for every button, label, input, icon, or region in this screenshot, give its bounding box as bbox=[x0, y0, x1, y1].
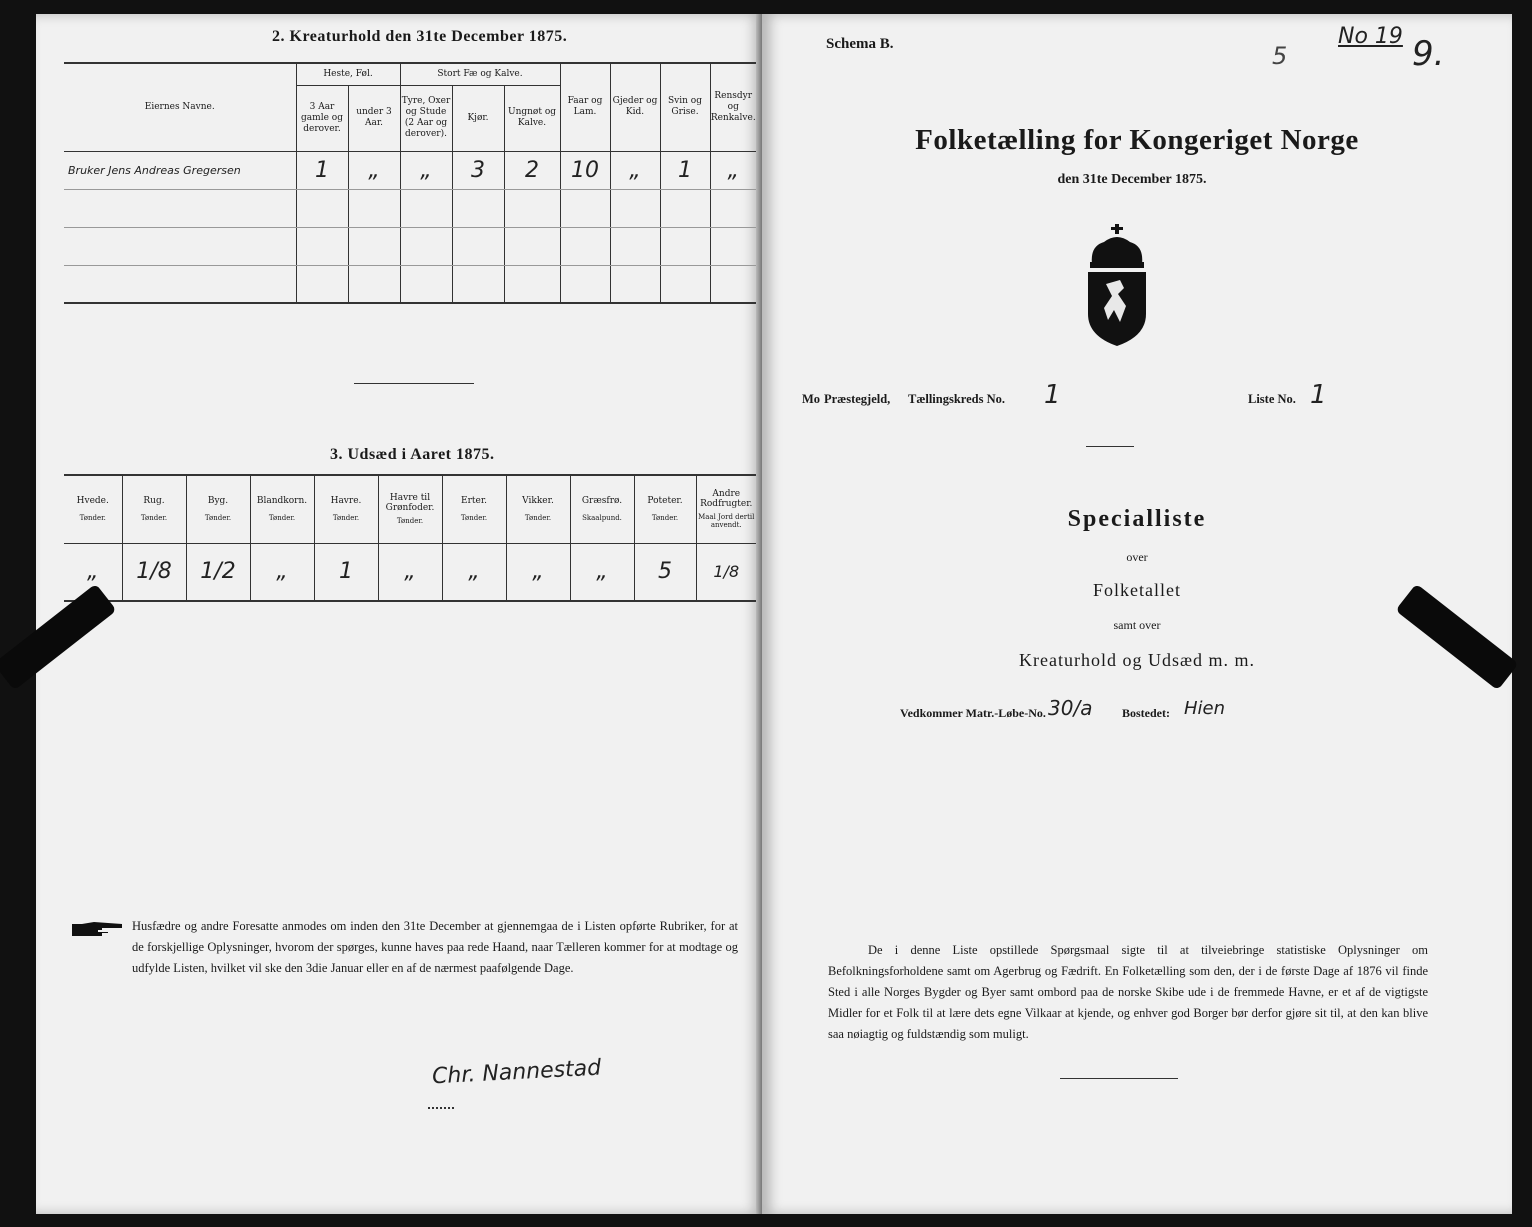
seed-cell-havre-gronfoder: „ bbox=[378, 543, 442, 601]
seed-cell-hvede: „ bbox=[64, 543, 122, 601]
seed-header-vikker: Vikker. Tønder. bbox=[506, 475, 570, 543]
signature-dots bbox=[428, 1107, 454, 1109]
seed-header-graesfro: Græsfrø. Skaalpund. bbox=[570, 475, 634, 543]
cows-header: Kjør. bbox=[452, 85, 504, 151]
horses-under3-header: under 3 Aar. bbox=[348, 85, 400, 151]
goats-cell: „ bbox=[610, 151, 660, 189]
horses-over3-header: 3 Aar gamle og derover. bbox=[296, 85, 348, 151]
divider bbox=[1086, 446, 1134, 447]
seed-header-hvede: Hvede. Tønder. bbox=[64, 475, 122, 543]
seed-header-rodfrugter: Andre Rodfrugter. Maal Jord dertil anvendt. bbox=[696, 475, 756, 543]
sheep-cell: 10 bbox=[560, 151, 610, 189]
reindeer-header: Rensdyr og Renkalve. bbox=[710, 63, 756, 151]
table-row bbox=[64, 151, 756, 189]
table-row bbox=[64, 189, 756, 227]
seed-header-byg: Byg. Tønder. bbox=[186, 475, 250, 543]
livestock-table bbox=[64, 62, 756, 304]
pigs-cell: 1 bbox=[660, 151, 710, 189]
livestock-seed-text: Kreaturhold og Udsæd m. m. bbox=[1019, 650, 1255, 670]
coat-of-arms-icon bbox=[1084, 224, 1150, 348]
special-list-title: Specialliste bbox=[1067, 506, 1207, 532]
district-value: 1 bbox=[1044, 380, 1061, 410]
owner-cell: Bruker Jens Andreas Gregersen bbox=[64, 151, 296, 189]
seed-cell-blandkorn: „ bbox=[250, 543, 314, 601]
horses-over3-cell: 1 bbox=[296, 151, 348, 189]
seed-header-rug: Rug. Tønder. bbox=[122, 475, 186, 543]
goats-header: Gjeder og Kid. bbox=[610, 63, 660, 151]
seed-cell-rodfrugter: 1/8 bbox=[713, 562, 740, 582]
seed-header-havre-gronfoder: Havre til Grønfoder. Tønder. bbox=[378, 475, 442, 543]
sheep-header: Faar og Lam. bbox=[560, 63, 610, 151]
pigs-header: Svin og Grise. bbox=[660, 63, 710, 151]
bulls-header: Tyre, Oxer og Stude (2 Aar og derover). bbox=[400, 85, 452, 151]
main-title: Folketælling for Kongeriget Norge bbox=[915, 124, 1359, 156]
young-cattle-cell: 2 bbox=[504, 151, 560, 189]
left-notice: Husfædre og andre Foresatte anmodes om inden den 31te December at gjennemgaa de i Listen opførte Rubriker, for at de forskjellige Oplysninger, hvorom der spørges, kunne haves paa rede Haand, naar Tælleren kommer for at modtage og udfylde Listen, hvilket vil ske den 3die Januar eller en af de nærmest paafølgende Dage. bbox=[132, 919, 738, 975]
right-notice: De i denne Liste opstillede Spørgsmaal sigte til at tilveiebringe statistiske Oplysninger om Befolkningsforholdene samt om Agerbrug og Fædrift. En Folketælling som den, der i de første Dage af 1876 vil finde Sted i alle Norges Bygder og Byer samt ombord paa de norske Skibe ude i de fremmede Havne, er et af de vigtigste Midler for et Folk til at lære dets egne Vilkaar at kjende, og enhver god Borger bør derfor gjøre sit til, at den kan blive saa nøiagtig og fuldstændig som muligt. bbox=[828, 943, 1428, 1041]
seed-cell-havre: 1 bbox=[314, 543, 378, 601]
pencil-number-right: 9. bbox=[1412, 34, 1445, 74]
over-text: over bbox=[1126, 550, 1148, 564]
parish-label: Præstegjeld, bbox=[824, 392, 891, 406]
pencil-number-left: 5 bbox=[1272, 42, 1288, 70]
livestock-title: 2. Kreaturhold den 31te December 1875. bbox=[272, 28, 568, 45]
seed-cell-poteter: 5 bbox=[634, 543, 696, 601]
seed-cell-byg: 1/2 bbox=[186, 543, 250, 601]
matr-value: 30/a bbox=[1048, 696, 1093, 720]
seed-cell-graesfro: „ bbox=[570, 543, 634, 601]
left-page bbox=[36, 14, 762, 1214]
owner-header: Eiernes Navne. bbox=[64, 63, 296, 151]
page-number: No 19 bbox=[1338, 24, 1403, 49]
folketallet-text: Folketallet bbox=[1093, 580, 1181, 600]
reindeer-cell: „ bbox=[710, 151, 756, 189]
bulls-cell: „ bbox=[400, 151, 452, 189]
bosted-label: Bostedet: bbox=[1122, 706, 1170, 720]
cattle-header: Stort Fæ og Kalve. bbox=[400, 63, 560, 85]
seed-header-havre: Havre. Tønder. bbox=[314, 475, 378, 543]
seed-cell-rug: 1/8 bbox=[122, 543, 186, 601]
seed-cell-erter: „ bbox=[442, 543, 506, 601]
pointing-hand-icon bbox=[72, 918, 124, 940]
list-label: Liste No. bbox=[1248, 392, 1296, 406]
samt-over-text: samt over bbox=[1113, 618, 1161, 632]
table-row bbox=[64, 543, 756, 601]
signature: Chr. Nannestad bbox=[431, 1055, 602, 1090]
divider bbox=[354, 383, 474, 384]
seed-header-poteter: Poteter. Tønder. bbox=[634, 475, 696, 543]
bosted-value: Hien bbox=[1184, 698, 1226, 719]
list-value: 1 bbox=[1310, 380, 1327, 410]
cows-cell: 3 bbox=[452, 151, 504, 189]
horses-under3-cell: „ bbox=[348, 151, 400, 189]
parish-value: Mo bbox=[802, 392, 821, 406]
table-row bbox=[64, 265, 756, 303]
district-label: Tællingskreds No. bbox=[908, 392, 1006, 406]
young-cattle-header: Ungnøt og Kalve. bbox=[504, 85, 560, 151]
census-date: den 31te December 1875. bbox=[1057, 172, 1207, 187]
schema-label: Schema B. bbox=[826, 36, 894, 52]
seed-header-erter: Erter. Tønder. bbox=[442, 475, 506, 543]
matr-label: Vedkommer Matr.-Løbe-No. bbox=[900, 706, 1046, 720]
horses-header: Heste, Føl. bbox=[296, 63, 400, 85]
table-row bbox=[64, 227, 756, 265]
divider bbox=[1060, 1078, 1178, 1079]
seed-header-blandkorn: Blandkorn. Tønder. bbox=[250, 475, 314, 543]
seed-cell-vikker: „ bbox=[506, 543, 570, 601]
seed-table bbox=[64, 474, 756, 602]
seed-title: 3. Udsæd i Aaret 1875. bbox=[330, 446, 495, 463]
